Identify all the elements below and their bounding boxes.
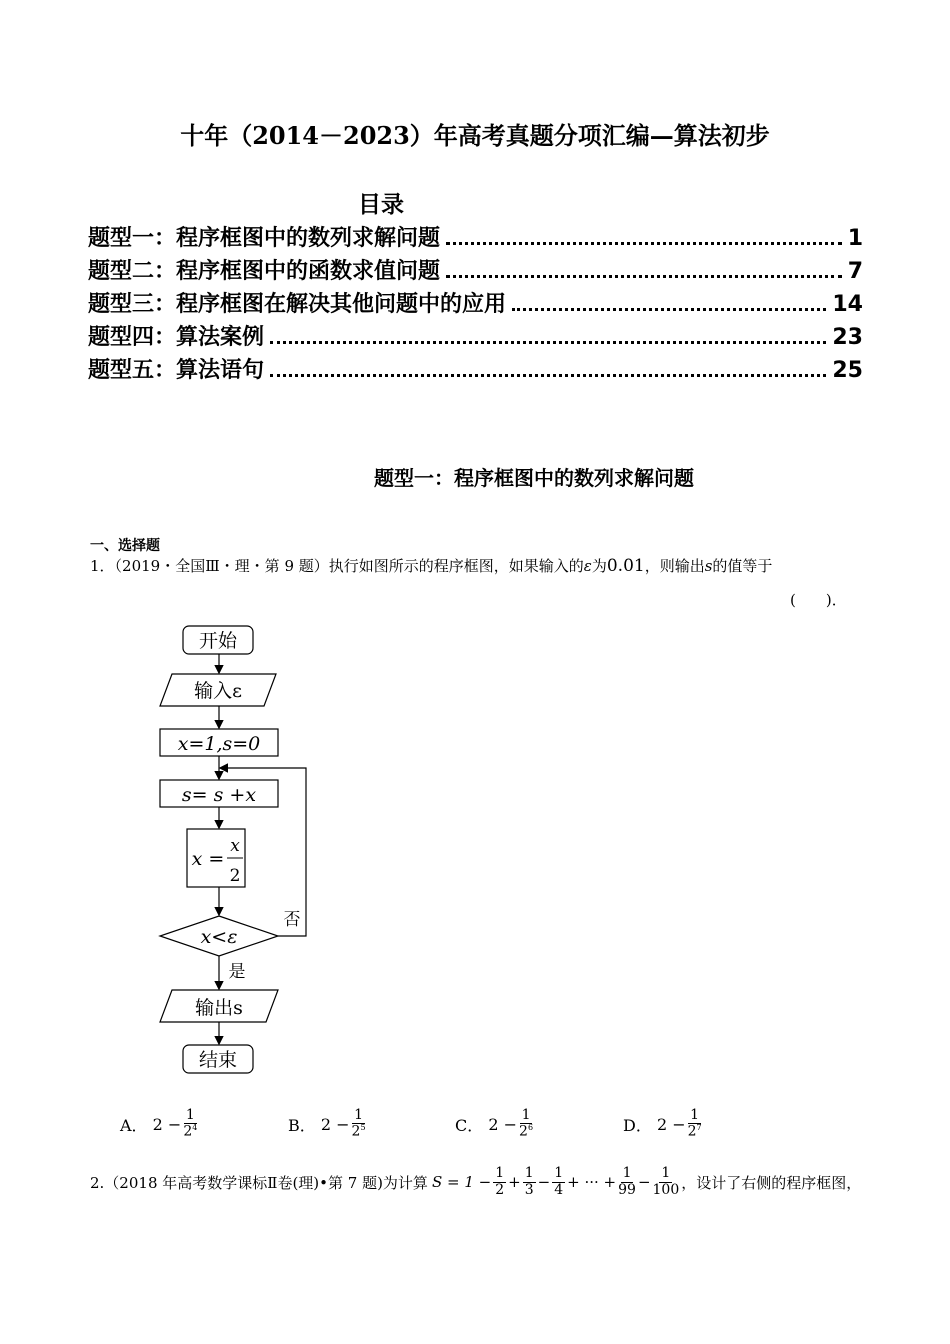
toc-leader-dots: [446, 275, 842, 278]
input-label: 输入ε: [194, 680, 242, 702]
toc-entry[interactable]: [88, 254, 863, 287]
q1-text-c: ，则输出: [644, 557, 705, 575]
q2-fraction: $\frac{1}{3}$: [524, 1165, 534, 1198]
toc-leader-dots: [512, 308, 826, 311]
fraction-denominator: $2^4$: [183, 1123, 198, 1140]
q1-text-a: 1．（2019・全国Ⅲ・理・第 9 题）执行如图所示的程序框图，如果输入的: [90, 557, 584, 575]
q2-operator: + ··· +: [567, 1173, 617, 1191]
q1-var: s: [704, 557, 713, 575]
option-expr: 2 −: [488, 1114, 518, 1134]
option-expr: 2 −: [152, 1114, 182, 1134]
option-expr: 2 −: [320, 1114, 350, 1134]
option-expr: 2 −: [656, 1114, 686, 1134]
option-letter: B．: [288, 1115, 316, 1135]
fraction-denominator: $2^7$: [687, 1123, 702, 1140]
option-fraction: [352, 1108, 366, 1140]
q2-operator: −: [537, 1173, 551, 1191]
option-fraction: [688, 1108, 702, 1140]
toc-entry[interactable]: [88, 320, 863, 353]
epsilon-symbol: ε: [583, 557, 592, 575]
option-fraction: [183, 1108, 197, 1140]
flowchart: [150, 620, 320, 1080]
document-title: 十年（2014－2023）年高考真题分项汇编—算法初步: [180, 121, 770, 150]
question-1-text: [90, 555, 772, 576]
toc-entry-label: 题型一：程序框图中的数列求解问题: [88, 226, 441, 251]
toc-entry[interactable]: [88, 353, 863, 386]
table-of-contents: [88, 221, 863, 386]
toc-title: 目录: [358, 191, 404, 218]
toc-entry-page: 14: [832, 292, 863, 317]
q1-value: 0.01: [606, 556, 645, 576]
yes-branch-label: 是: [228, 962, 246, 982]
q2-fraction: $\frac{1}{2}$: [495, 1165, 505, 1198]
output-label: 输出s: [195, 997, 243, 1019]
toc-leader-dots: [270, 341, 826, 344]
option-b[interactable]: [288, 1102, 368, 1146]
toc-leader-dots: [446, 242, 842, 245]
fraction-numerator: 1: [521, 1106, 531, 1123]
toc-entry-label: 题型五：算法语句: [88, 358, 265, 383]
toc-entry-label: 题型三：程序框图在解决其他问题中的应用: [88, 292, 507, 317]
option-letter: A．: [120, 1115, 148, 1135]
update-label: s= s +x: [181, 784, 257, 806]
fraction-denominator: $2^5$: [351, 1123, 366, 1140]
toc-entry-label: 题型二：程序框图中的函数求值问题: [88, 259, 441, 284]
toc-entry-page: 25: [832, 358, 863, 383]
q2-operator: +: [508, 1173, 521, 1191]
fraction-numerator: 1: [690, 1106, 700, 1123]
toc-entry[interactable]: [88, 221, 863, 254]
start-label: 开始: [198, 630, 238, 652]
q2-operator: −: [637, 1173, 651, 1191]
q2-text-a: 2.（2018 年高考数学课标Ⅱ卷(理)•第 7 题)为计算: [90, 1173, 428, 1192]
end-label: 结束: [198, 1049, 238, 1071]
option-letter: D．: [623, 1115, 652, 1135]
toc-entry-page: 1: [847, 226, 863, 251]
answer-blank: ( )．: [790, 591, 847, 609]
fraction-denominator: $2^6$: [519, 1123, 534, 1140]
option-d[interactable]: [623, 1102, 704, 1146]
toc-entry-label: 题型四：算法案例: [88, 325, 265, 350]
toc-entry-page: 23: [832, 325, 863, 350]
toc-leader-dots: [270, 374, 826, 377]
no-branch-label: 否: [283, 910, 301, 930]
q1-text-d: 的值等于: [712, 557, 773, 575]
q2-fraction: $\frac{1}{99}$: [618, 1165, 636, 1198]
halve-denominator: 2: [229, 866, 241, 886]
option-letter: C．: [455, 1115, 484, 1135]
option-a[interactable]: [120, 1102, 199, 1146]
fraction-numerator: 1: [354, 1106, 363, 1123]
toc-entry[interactable]: [88, 287, 863, 320]
init-label: x=1,s=0: [177, 733, 261, 755]
option-c[interactable]: [455, 1102, 535, 1146]
condition-label: x<ε: [200, 926, 238, 948]
option-fraction: [519, 1108, 533, 1140]
q2-formula-lhs: S = 1 −: [431, 1173, 492, 1191]
question-2-text: [90, 1160, 861, 1204]
halve-lhs: x =: [191, 848, 225, 870]
q2-fraction: $\frac{1}{4}$: [554, 1165, 564, 1198]
q2-fraction: $\frac{1}{100}$: [652, 1165, 680, 1198]
section-heading: 题型一：程序框图中的数列求解问题: [374, 466, 694, 490]
fraction-numerator: 1: [185, 1106, 195, 1123]
subheading: 一、选择题: [90, 538, 160, 554]
q1-text-b: 为: [591, 557, 607, 575]
halve-numerator: x: [230, 836, 240, 856]
q2-text-b: ，设计了右侧的程序框图，: [681, 1173, 862, 1192]
toc-entry-page: 7: [847, 259, 863, 284]
